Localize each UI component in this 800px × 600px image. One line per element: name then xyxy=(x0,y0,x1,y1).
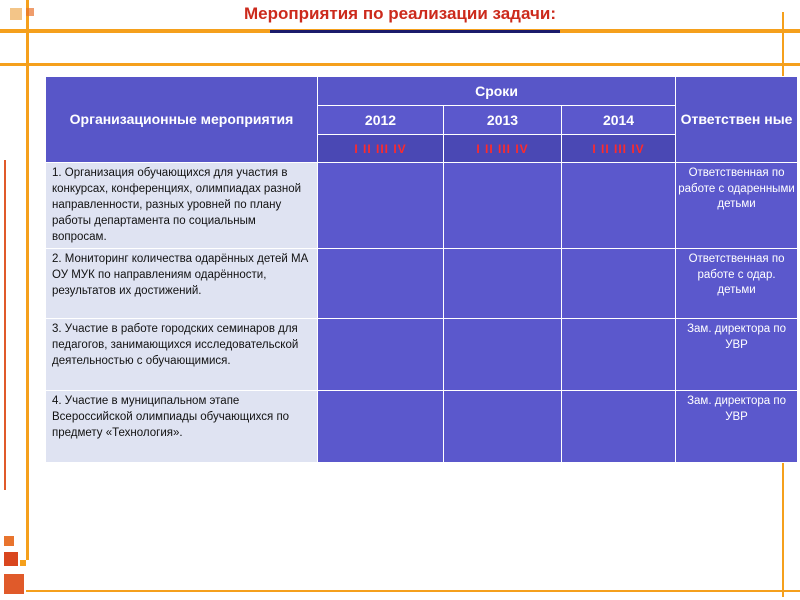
mark-cell-2014 xyxy=(562,391,676,463)
mark-cell-2013 xyxy=(444,163,562,249)
header-terms: Сроки xyxy=(318,77,676,106)
activity-cell: 1. Организация обучающихся для участия в конкурсах, конференциях, олимпиадах разной направленности, разных уровней по плану работы департамента по социальным вопросам. xyxy=(46,163,318,249)
activity-cell: 2. Мониторинг количества одарённых детей МА ОУ МУК по направлениям одарённости, результатов их достижений. xyxy=(46,249,318,319)
quarters-2013: I II III IV xyxy=(444,135,562,163)
deco-bottom-orange-line xyxy=(26,590,800,592)
deco-square-4 xyxy=(4,552,18,566)
quarters-2014: I II III IV xyxy=(562,135,676,163)
table-row xyxy=(46,249,798,319)
responsible-cell: Зам. директора по УВР xyxy=(676,319,798,391)
deco-top-navy-bar xyxy=(270,30,560,33)
activity-cell: 3. Участие в работе городских семинаров для педагогов, занимающихся исследовательской деятельностью с обучающимися. xyxy=(46,319,318,391)
mark-cell-2014 xyxy=(562,163,676,249)
table-row xyxy=(46,163,798,249)
table-row xyxy=(46,319,798,391)
mark-cell-2013 xyxy=(444,319,562,391)
responsible-cell: Ответственная по работе с одар. детьми xyxy=(676,249,798,319)
responsible-cell: Ответственная по работе с одаренными детьми xyxy=(676,163,798,249)
mark-cell-2012 xyxy=(318,391,444,463)
year-2012: 2012 xyxy=(318,106,444,135)
deco-square-3 xyxy=(4,536,14,546)
mark-cell-2014 xyxy=(562,319,676,391)
deco-square-5 xyxy=(4,574,24,594)
mark-cell-2012 xyxy=(318,163,444,249)
mark-cell-2013 xyxy=(444,249,562,319)
table-row xyxy=(46,391,798,463)
mark-cell-2014 xyxy=(562,249,676,319)
deco-top-orange-bar-2 xyxy=(0,63,800,66)
mark-cell-2012 xyxy=(318,319,444,391)
year-2014: 2014 xyxy=(562,106,676,135)
deco-square-6 xyxy=(20,560,26,566)
year-2013: 2013 xyxy=(444,106,562,135)
deco-left-orange-line xyxy=(26,0,29,560)
deco-left-red-line xyxy=(4,160,6,490)
header-activities: Организационные мероприятия xyxy=(46,77,318,163)
mark-cell-2012 xyxy=(318,249,444,319)
activity-cell: 4. Участие в муниципальном этапе Всероссийской олимпиады обучающихся по предмету «Технология». xyxy=(46,391,318,463)
quarters-2012: I II III IV xyxy=(318,135,444,163)
page-title: Мероприятия по реализации задачи: xyxy=(244,4,556,23)
schedule-table xyxy=(45,76,798,463)
header-responsible: Ответствен ные xyxy=(676,77,798,163)
responsible-cell: Зам. директора по УВР xyxy=(676,391,798,463)
mark-cell-2013 xyxy=(444,391,562,463)
